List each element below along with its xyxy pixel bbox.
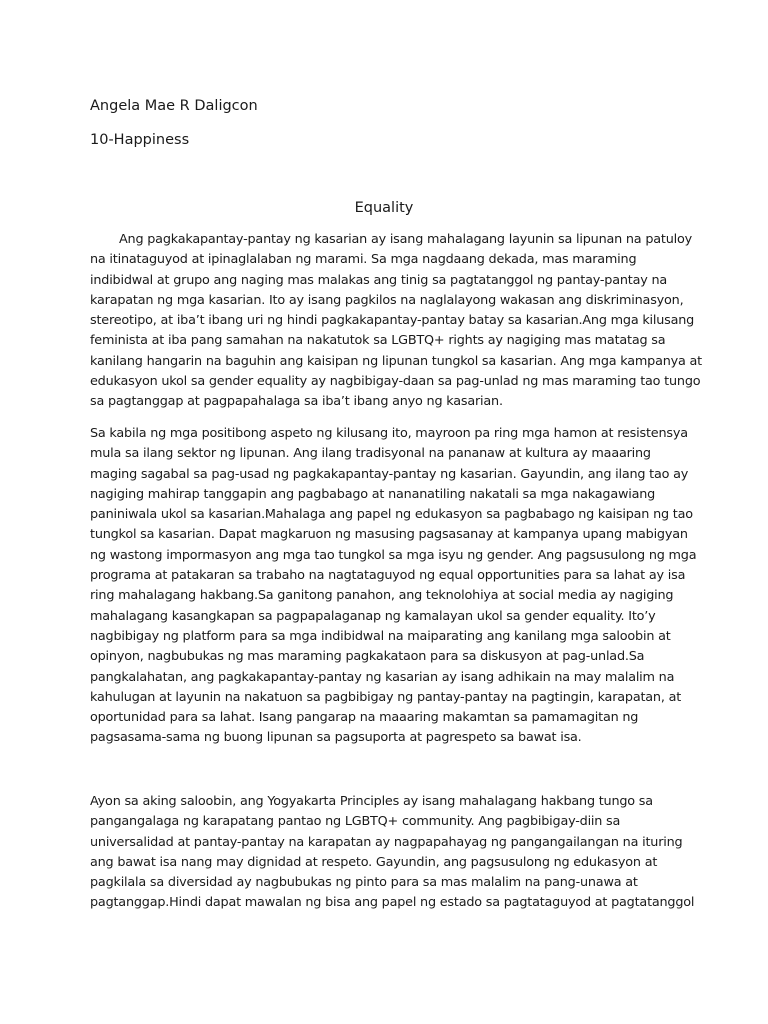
paragraph-line: pagkilala sa diversidad ay nagbubukas ng pinto para sa mas malalim na pang-unawa at [90, 875, 638, 891]
author-name: Angela Mae R Daligcon [90, 98, 258, 114]
paragraph-line: pangangalaga ng karapatang pantao ng LGBTQ+ community. Ang pagbibigay-diin sa [90, 814, 621, 830]
paragraph-line: universalidad at pantay-pantay na karapatan ay nagpapahayag ng pangangailangan na ituring [90, 834, 683, 850]
paragraph-line: maging sagabal sa pag-usad ng pagkakapantay-pantay ng kasarian. Gayundin, ang ilang tao ay [90, 466, 689, 482]
paragraph-line: karapatan ng mga kasarian. Ito ay isang pagkilos na naglalayong wakasan ang diskriminasyon, [90, 292, 684, 308]
paragraph-line: kahulugan at layunin na nakatuon sa pagbibigay ng pantay-pantay na pagtingin, karapatan, at [90, 689, 682, 705]
paragraph-line: opinyon, nagbubukas ng mas maraming pagkakataon para sa diskusyon at pag-unlad.Sa [90, 649, 645, 665]
paragraph-line: Sa kabila ng mga positibong aspeto ng kilusang ito, mayroon pa ring mga hamon at resistensya [90, 426, 688, 441]
paragraph-line: tungkol sa kasarian. Dapat magkaruon ng masusing pagsasanay at kampanya upang mabigyan [90, 527, 688, 543]
paragraph-line: pagsasama-sama ng buong lipunan sa pagsuporta at pagrespeto sa bawat isa. [90, 730, 582, 746]
paragraph-line: oportunidad para sa lahat. Isang pangarap na maaaring makamtan sa pamamagitan ng [90, 710, 639, 726]
essay-title: Equality [354, 200, 414, 216]
paragraph-line: sa pagtanggap at pagpapahalaga sa iba’t ibang anyo ng kasarian. [90, 394, 503, 410]
paragraph-line: stereotipo, at iba’t ibang uri ng hindi pagkakapantay-pantay batay sa kasarian.Ang mga kilusang [90, 313, 695, 329]
paragraph-line: ng wastong impormasyon ang mga tao tungkol sa mga isyu ng gender. Ang pagsusulong ng mga [90, 547, 697, 563]
paragraph-line: Ang pagkakapantay-pantay ng kasarian ay isang mahalagang layunin sa lipunan na patuloy [119, 232, 692, 247]
paragraph-3 [90, 792, 695, 914]
paragraph-line: paniniwala ukol sa kasarian.Mahalaga ang papel ng edukasyon sa pagbabago ng kaisipan ng tao [90, 507, 693, 523]
paragraph-line: mahalagang kasangkapan sa pagpapalaganap ng kamalayan ukol sa gender equality. Ito’y [90, 608, 656, 624]
class-section: 10-Happiness [90, 132, 190, 148]
paragraph-line: kanilang hangarin na baguhin ang kaisipan ng lipunan tungkol sa kasarian. Ang mga kampanya at [90, 353, 702, 369]
paragraph-line: Ayon sa aking saloobin, ang Yogyakarta Principles ay isang mahalagang hakbang tungo sa [90, 794, 653, 809]
paragraph-line: feminista at iba pang samahan na nakatutok sa LGBTQ+ rights ay nagiging mas matatag sa [90, 333, 666, 349]
paragraph-1 [90, 230, 702, 413]
paragraph-line: nagiging mahirap tanggapin ang pagbabago at nananatiling nakatali sa mga nakagawiang [90, 486, 656, 502]
paragraph-line: pagtanggap.Hindi dapat mawalan ng bisa ang papel ng estado sa pagtataguyod at pagtatanggol [90, 895, 695, 911]
paragraph-line: nagbibigay ng platform para sa mga indibidwal na maiparating ang kanilang mga saloobin at [90, 628, 671, 644]
paragraph-line: pangkalahatan, ang pagkakapantay-pantay ng kasarian ay isang adhikain na may malalim na [90, 669, 675, 685]
paragraph-line: indibidwal at grupo ang naging mas malakas ang tinig sa pagtatanggol ng pantay-pantay na [90, 272, 667, 288]
paragraph-2 [90, 424, 697, 749]
paragraph-line: edukasyon ukol sa gender equality ay nagbibigay-daan sa pag-unlad ng mas maraming tao tungo [90, 374, 701, 390]
paragraph-line: ang bawat isa nang may dignidad at respeto. Gayundin, ang pagsusulong ng edukasyon at [90, 854, 658, 870]
paragraph-line: programa at patakaran sa trabaho na nagtataguyod ng equal opportunities para sa lahat ay isa [90, 568, 686, 584]
paragraph-line: na itinataguyod at ipinaglalaban ng marami. Sa mga nagdaang dekada, mas maraming [90, 252, 637, 268]
paragraph-line: mula sa ilang sektor ng lipunan. Ang ilang tradisyonal na pananaw at kultura ay maaaring [90, 446, 651, 462]
paragraph-line: ring mahalagang hakbang.Sa ganitong panahon, ang teknolohiya at social media ay nagiging [90, 588, 674, 604]
